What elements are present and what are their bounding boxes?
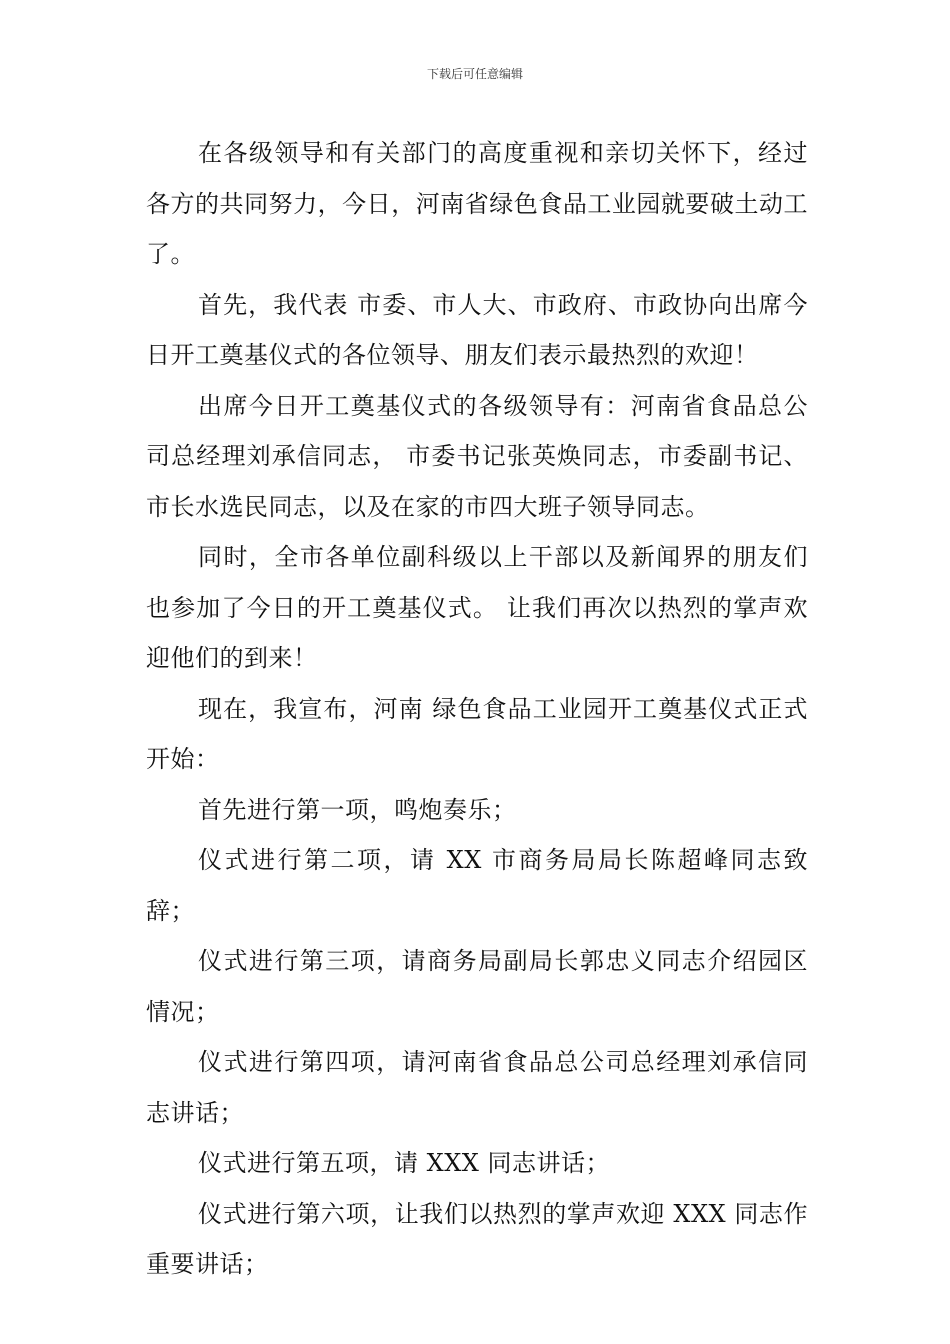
- paragraph: 首先，我代表 市委、市人大、市政府、市政协向出席今日开工奠基仪式的各位领导、朋友们表示最热烈的欢迎！: [146, 290, 808, 369]
- paragraph: 首先进行第一项，鸣炮奏乐；: [198, 795, 517, 824]
- paragraph: 在各级领导和有关部门的高度重视和亲切关怀下，经过各方的共同努力，今日，河南省绿色食品工业园就要破土动工了。: [146, 139, 808, 268]
- paragraph: 仪式进行第二项，请 XX 市商务局局长陈超峰同志致辞；: [146, 846, 808, 925]
- paragraph: 出席今日开工奠基仪式的各级领导有：河南省食品总公司总经理刘承信同志， 市委书记张英焕同志，市委副书记、市长水选民同志，以及在家的市四大班子领导同志。: [146, 391, 808, 521]
- document-body: [146, 128, 808, 1290]
- paragraph: 仪式进行第六项，让我们以热烈的掌声欢迎 XXX 同志作重要讲话；: [146, 1199, 808, 1278]
- paragraph: 仪式进行第三项，请商务局副局长郭忠义同志介绍园区情况；: [146, 947, 808, 1026]
- paragraph: 仪式进行第五项，请 XXX 同志讲话；: [198, 1149, 611, 1177]
- header-note: 下载后可任意编辑: [426, 67, 523, 81]
- paragraph: 现在，我宣布，河南 绿色食品工业园开工奠基仪式正式开始：: [146, 694, 808, 773]
- paragraph: 仪式进行第四项，请河南省食品总公司总经理刘承信同志讲话；: [146, 1048, 808, 1127]
- paragraph: 同时，全市各单位副科级以上干部以及新闻界的朋友们也参加了今日的开工奠基仪式。 让我们再次以热烈的掌声欢迎他们的到来！: [146, 543, 808, 672]
